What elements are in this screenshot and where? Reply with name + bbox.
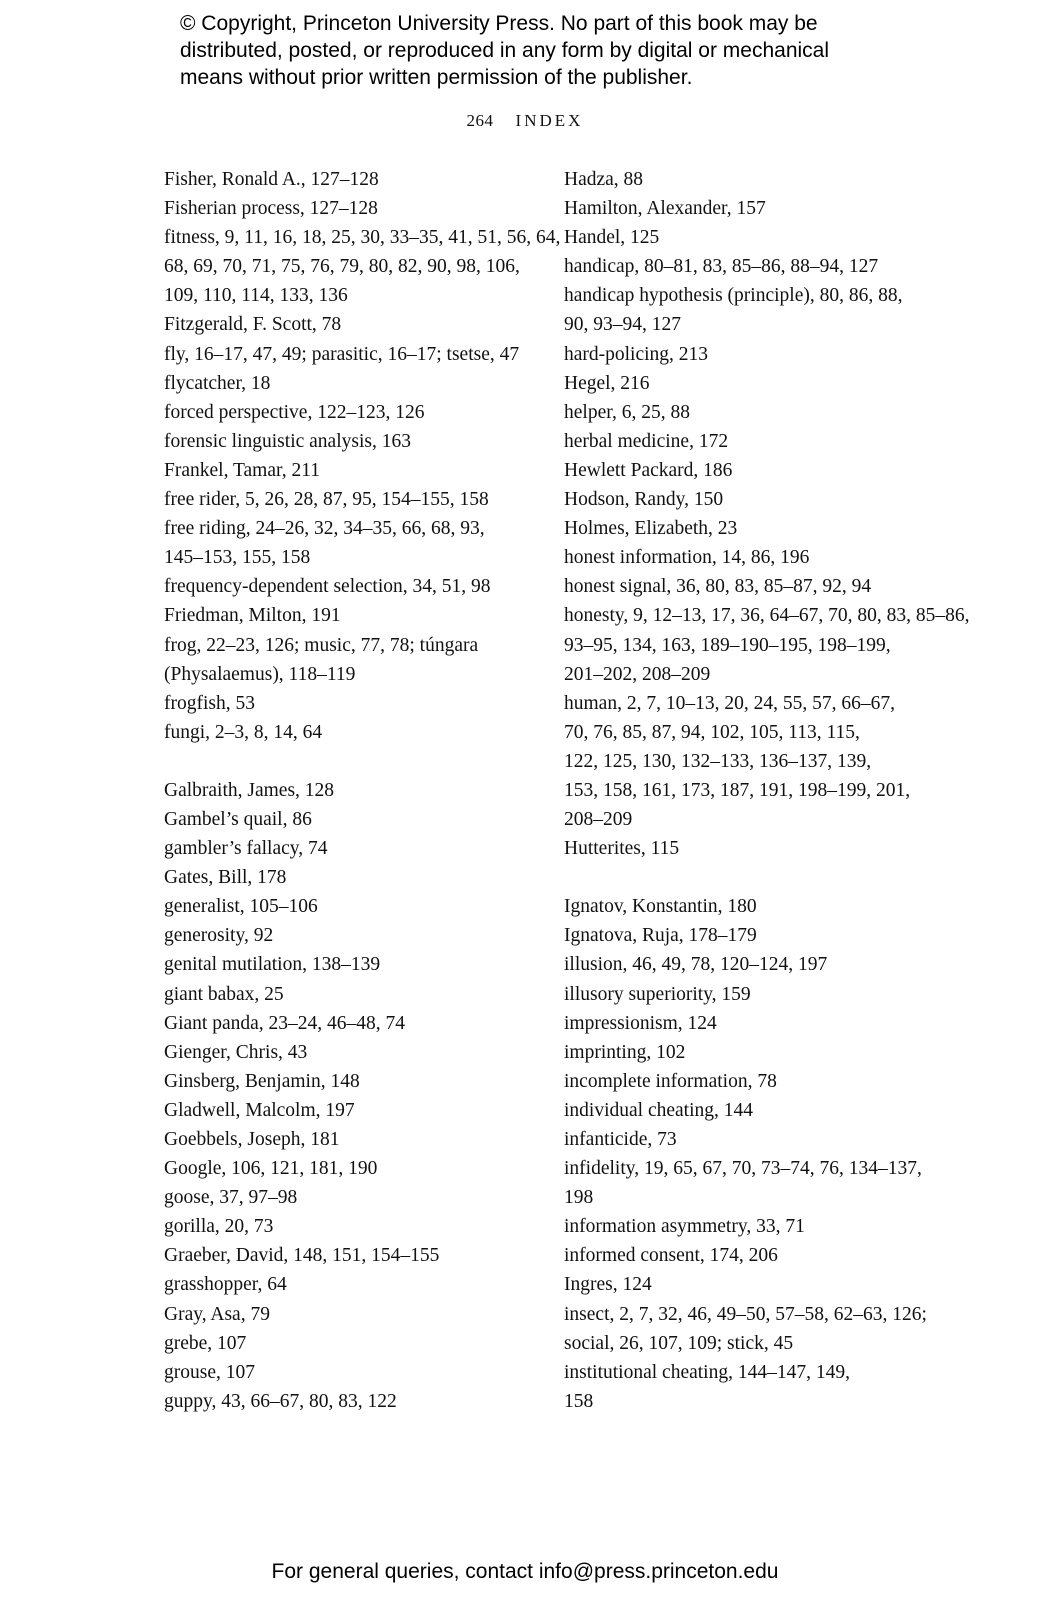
index-entry-line: Gates, Bill, 178	[164, 867, 287, 889]
index-entry	[564, 1125, 948, 1154]
index-entry-line: grasshopper, 64	[164, 1274, 287, 1296]
index-entry-line: 145–153, 155, 158	[164, 547, 311, 569]
running-head	[0, 111, 1050, 131]
index-entry	[164, 223, 561, 310]
index-entry	[164, 863, 536, 892]
page-number: 264	[466, 111, 494, 130]
index-entry	[564, 892, 948, 921]
copyright-line: means without prior written permission of the publisher.	[180, 66, 693, 89]
index-entry	[564, 1270, 948, 1299]
index-entry	[164, 776, 536, 805]
index-entry	[564, 398, 948, 427]
index-entry	[164, 631, 536, 689]
index-entry-line: flycatcher, 18	[164, 372, 271, 394]
index-entry-line: Ignatova, Ruja, 178–179	[564, 925, 757, 947]
index-entry-line: Goebbels, Joseph, 181	[164, 1129, 340, 1150]
index-entry	[564, 369, 948, 398]
index-entry-line: 158	[564, 1390, 594, 1412]
index-entry-line: gorilla, 20, 73	[164, 1216, 274, 1238]
index-entry	[564, 1300, 948, 1358]
index-entry-line: 68, 69, 70, 71, 75, 76, 79, 80, 82, 90, 98, 106,	[164, 256, 520, 278]
index-entry-line: helper, 6, 25, 88	[564, 401, 690, 423]
index-entry	[164, 340, 536, 369]
index-entry	[164, 1212, 536, 1241]
index-entry-line: infidelity, 19, 65, 67, 70, 73–74, 76, 134–137,	[564, 1158, 922, 1180]
index-entry	[164, 892, 536, 921]
index-entry	[564, 543, 948, 572]
index-entry	[164, 601, 536, 630]
index-entry	[164, 950, 536, 979]
index-entry-line: Ginsberg, Benjamin, 148	[164, 1070, 360, 1092]
index-entry-line: social, 26, 107, 109; stick, 45	[564, 1332, 794, 1354]
index-entry	[564, 1212, 948, 1241]
index-entry-line: grebe, 107	[164, 1332, 247, 1354]
index-entry-line: Frankel, Tamar, 211	[164, 459, 320, 481]
index-entry-line: Hamilton, Alexander, 157	[564, 198, 766, 220]
index-entry	[564, 165, 948, 194]
index-entry	[564, 1358, 948, 1416]
index-entry-line: Gladwell, Malcolm, 197	[164, 1099, 355, 1121]
index-entry-line: Ingres, 124	[564, 1274, 652, 1296]
index-entry	[164, 514, 536, 572]
index-entry	[164, 921, 536, 950]
index-entry	[564, 456, 948, 485]
index-entry	[564, 834, 948, 863]
index-entry-line: informed consent, 174, 206	[564, 1245, 778, 1267]
index-entry-line: Fisher, Ronald A., 127–128	[164, 169, 379, 190]
index-entry-line: Friedman, Milton, 191	[164, 605, 341, 627]
index-entry	[564, 689, 948, 834]
index-entry-line: honest information, 14, 86, 196	[564, 547, 810, 569]
index-entry	[164, 1125, 536, 1154]
index-entry-line: guppy, 43, 66–67, 80, 83, 122	[164, 1390, 397, 1412]
index-entry-line: Graeber, David, 148, 151, 154–155	[164, 1245, 440, 1267]
index-entry-line: genital mutilation, 138–139	[164, 954, 381, 976]
index-entry-line: Gray, Asa, 79	[164, 1303, 270, 1325]
index-entry-line: forensic linguistic analysis, 163	[164, 430, 411, 452]
index-entry	[164, 1358, 536, 1387]
index-entry	[564, 572, 948, 601]
index-entry	[164, 572, 536, 601]
index-entry-line: 153, 158, 161, 173, 187, 191, 198–199, 201,	[564, 779, 911, 801]
index-entry-line: fly, 16–17, 47, 49; parasitic, 16–17; tsetse, 47	[164, 343, 520, 365]
index-entry-line: free rider, 5, 26, 28, 87, 95, 154–155, 158	[164, 489, 489, 511]
index-entry-line: 122, 125, 130, 132–133, 136–137, 139,	[564, 750, 872, 772]
index-entry-line: herbal medicine, 172	[564, 430, 729, 452]
index-entry-line: Fisherian process, 127–128	[164, 198, 378, 220]
index-entry	[564, 223, 948, 252]
index-entry-line: Holmes, Elizabeth, 23	[564, 518, 738, 540]
index-entry-line: Giant panda, 23–24, 46–48, 74	[164, 1012, 406, 1034]
index-entry	[564, 427, 948, 456]
copyright-notice	[180, 10, 940, 91]
index-entry-line: information asymmetry, 33, 71	[564, 1216, 805, 1238]
index-entry-line: 70, 76, 85, 87, 94, 102, 105, 113, 115,	[564, 721, 860, 743]
index-entry-line: forced perspective, 122–123, 126	[164, 401, 425, 423]
index-entry-line: Hutterites, 115	[564, 838, 680, 860]
index-entry	[164, 1067, 536, 1096]
index-entry-line: Gienger, Chris, 43	[164, 1041, 308, 1063]
index-entry	[564, 921, 948, 950]
index-entry	[564, 485, 948, 514]
index-entry	[164, 1183, 536, 1212]
index-entry-line: Hewlett Packard, 186	[564, 459, 733, 481]
index-entry	[564, 340, 948, 369]
section-title: INDEX	[515, 111, 584, 130]
copyright-line: distributed, posted, or reproduced in any form by digital or mechanical	[180, 39, 830, 62]
index-entry-line: handicap hypothesis (principle), 80, 86, 88,	[564, 285, 903, 307]
index-entry-line: 198	[564, 1187, 594, 1209]
index-entry-line: illusory superiority, 159	[564, 983, 751, 1005]
index-entry	[164, 194, 536, 223]
index-entry	[164, 1329, 536, 1358]
index-entry-line: frequency-dependent selection, 34, 51, 98	[164, 576, 491, 598]
index-entry-line: grouse, 107	[164, 1361, 255, 1383]
index-entry-line: illusion, 46, 49, 78, 120–124, 197	[564, 954, 828, 976]
index-entry	[164, 456, 536, 485]
index-entry-line: gambler’s fallacy, 74	[164, 838, 328, 860]
index-entry	[564, 950, 948, 979]
index-entry-line: Google, 106, 121, 181, 190	[164, 1158, 378, 1180]
index-entry-line: handicap, 80–81, 83, 85–86, 88–94, 127	[564, 256, 879, 278]
index-entry-line: insect, 2, 7, 32, 46, 49–50, 57–58, 62–63, 126;	[564, 1303, 927, 1325]
index-entry-line: 90, 93–94, 127	[564, 314, 681, 336]
index-entry-line: individual cheating, 144	[564, 1099, 754, 1121]
index-entry	[164, 1241, 536, 1270]
index-entry-line: Hadza, 88	[564, 169, 644, 190]
index-entry	[164, 1387, 536, 1416]
index-entry-line: Hodson, Randy, 150	[564, 489, 724, 511]
index-entry	[564, 1241, 948, 1270]
index-entry-line: generalist, 105–106	[164, 896, 318, 918]
index-entry-line: Galbraith, James, 128	[164, 779, 335, 801]
index-entry	[164, 980, 536, 1009]
index-entry	[164, 689, 536, 718]
index-entry	[164, 398, 536, 427]
footer-contact: For general queries, contact info@press.princeton.edu	[271, 1560, 779, 1583]
index-entry	[564, 601, 970, 688]
index-entry-line: goose, 37, 97–98	[164, 1187, 298, 1209]
index-entry-line: (Physalaemus), 118–119	[164, 663, 356, 685]
copyright-line: © Copyright, Princeton University Press. No part of this book may be	[180, 12, 818, 35]
index-entry	[164, 1096, 536, 1125]
index-entry-line: fungi, 2–3, 8, 14, 64	[164, 721, 323, 743]
index-entry-line: imprinting, 102	[564, 1041, 686, 1063]
index-entry-line: honesty, 9, 12–13, 17, 36, 64–67, 70, 80, 83, 85–86,	[564, 605, 970, 627]
index-entry-line: Ignatov, Konstantin, 180	[564, 896, 757, 918]
index-entry	[564, 514, 948, 543]
index-entry-line: honest signal, 36, 80, 83, 85–87, 92, 94	[564, 576, 872, 598]
index-entry-line: free riding, 24–26, 32, 34–35, 66, 68, 93,	[164, 518, 485, 540]
index-entry	[564, 980, 948, 1009]
index-entry	[564, 194, 948, 223]
index-entry-line: giant babax, 25	[164, 983, 284, 1005]
index-entry-line: hard-policing, 213	[564, 343, 709, 365]
index-entry-line: Fitzgerald, F. Scott, 78	[164, 314, 342, 336]
index-entry-line: Handel, 125	[564, 227, 660, 249]
index-entry	[164, 165, 536, 194]
index-entry	[164, 805, 536, 834]
index-entry-line: generosity, 92	[164, 925, 274, 947]
index-entry-line: frog, 22–23, 126; music, 77, 78; túngara	[164, 634, 479, 656]
index-entry-line: Gambel’s quail, 86	[164, 808, 312, 830]
index-entry-line: institutional cheating, 144–147, 149,	[564, 1361, 850, 1383]
index-entry-line: infanticide, 73	[564, 1129, 677, 1150]
index-entry	[164, 1038, 536, 1067]
index-entry	[164, 1270, 536, 1299]
index-entry	[564, 1038, 948, 1067]
index-entry-line: Hegel, 216	[564, 372, 650, 394]
index-column-right	[564, 165, 970, 1416]
index-entry-line: 93–95, 134, 163, 189–190–195, 198–199,	[564, 634, 891, 656]
index-entry-line: impressionism, 124	[564, 1012, 717, 1034]
index-entry-line: 109, 110, 114, 133, 136	[164, 285, 348, 307]
index-entry	[564, 1009, 948, 1038]
index-entry	[564, 1154, 948, 1212]
index-entry	[164, 427, 536, 456]
index-entry-line: human, 2, 7, 10–13, 20, 24, 55, 57, 66–67,	[564, 692, 895, 714]
index-entry	[164, 718, 536, 747]
index-entry	[164, 310, 536, 339]
index-entry-line: 201–202, 208–209	[564, 663, 711, 685]
index-entry-line: fitness, 9, 11, 16, 18, 25, 30, 33–35, 41, 51, 56, 64,	[164, 227, 561, 249]
index-entry	[164, 834, 536, 863]
index-entry	[164, 1009, 536, 1038]
index-entry-line: incomplete information, 78	[564, 1070, 777, 1092]
index-column-left	[164, 165, 561, 1416]
index-entry-line: frogfish, 53	[164, 692, 255, 714]
index-entry	[564, 1096, 948, 1125]
index-entry	[164, 1154, 536, 1183]
index-entry-line: 208–209	[564, 809, 633, 831]
index-entry	[164, 369, 536, 398]
index-entry	[564, 281, 948, 339]
index-entry	[564, 252, 948, 281]
index-entry	[164, 1300, 536, 1329]
index-entry	[564, 1067, 948, 1096]
index-entry	[164, 485, 536, 514]
